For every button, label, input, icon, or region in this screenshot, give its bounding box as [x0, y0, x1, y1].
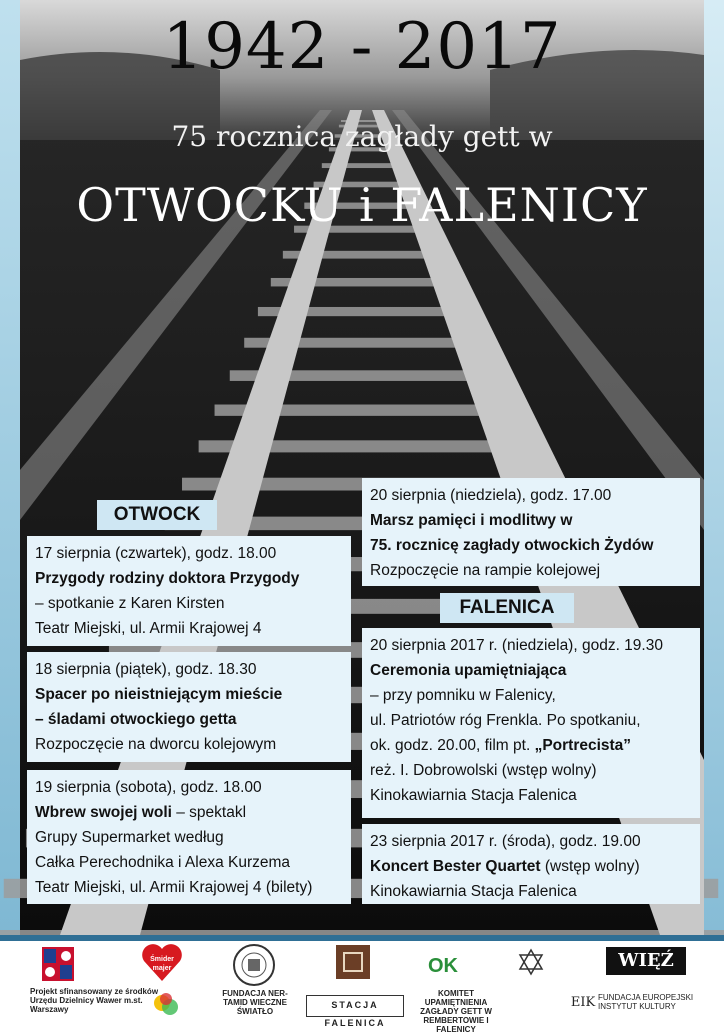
eik-logo: EIK: [570, 995, 596, 1010]
event-card: [362, 628, 700, 818]
event-date: 19 sierpnia (sobota), godz. 18.00: [35, 779, 262, 796]
otwock-heading: OTWOCK: [97, 500, 217, 530]
event-detail: – przy pomniku w Falenicy,: [370, 687, 556, 704]
event-venue: Kinokawiarnia Stacja Falenica: [370, 787, 577, 804]
event-date: 18 sierpnia (piątek), godz. 18.30: [35, 661, 257, 678]
event-card: [362, 824, 700, 904]
event-detail: – spotkanie z Karen Kirsten: [35, 595, 225, 612]
event-date: 23 sierpnia 2017 r. (środa), godz. 19.00: [370, 833, 641, 850]
smider-majer-logo: [140, 941, 184, 985]
main-title: OTWOCKU i FALENICY: [76, 178, 648, 232]
colorful-org-logo: [150, 989, 182, 1021]
event-detail: Grupy Supermarket według: [35, 829, 224, 846]
years-title: 1942 - 2017: [162, 10, 562, 84]
event-title-suffix: – spektakl: [171, 804, 247, 821]
event-title: Koncert Bester Quartet: [370, 858, 541, 875]
wawer-funding-text: Projekt sfinansowany ze środków Urzędu Dzielnicy Wawer m.st. Warszawy: [30, 987, 159, 1014]
komitet-text: KOMITET UPAMIĘTNIENIA ZAGŁADY GETT W REMBERTOWIE I FALENICY: [420, 989, 492, 1034]
event-detail: ul. Patriotów róg Frenkla. Po spotkaniu,: [370, 712, 641, 729]
event-title: Spacer po nieistniejącym mieście: [35, 686, 283, 703]
event-venue: Kinokawiarnia Stacja Falenica: [370, 883, 577, 900]
event-venue: Teatr Miejski, ul. Armii Krajowej 4 (bilety): [35, 879, 313, 896]
eik-foundation-text: FUNDACJA EUROPEJSKI INSTYTUT KULTURY: [598, 993, 694, 1011]
wawer-coat-of-arms-logo: [40, 945, 76, 983]
falenica-heading: FALENICA: [440, 593, 574, 623]
event-title: Wbrew swojej woli: [35, 804, 172, 821]
event-detail: Rozpoczęcie na rampie kolejowej: [370, 562, 601, 579]
ock-logo: OK: [428, 955, 458, 977]
event-card: [27, 536, 351, 646]
event-card: [362, 478, 700, 586]
stacja-falenica-logo: STACJA FALENICA: [306, 995, 404, 1017]
event-date: 17 sierpnia (czwartek), godz. 18.00: [35, 545, 277, 562]
event-detail: Rozpoczęcie na dworcu kolejowym: [35, 736, 277, 753]
event-detail: Całka Perechodnika i Alexa Kurzema: [35, 854, 291, 871]
event-title-line2: 75. rocznicę zagłady otwockich Żydów: [370, 537, 654, 554]
event-title: Marsz pamięci i modlitwy w: [370, 512, 573, 529]
event-date: 20 sierpnia 2017 r. (niedziela), godz. 19.30: [370, 637, 663, 654]
event-title-suffix: (wstęp wolny): [540, 858, 640, 875]
sponsor-logo-bar: [0, 935, 724, 1034]
event-card: [27, 770, 351, 904]
wiez-logo: WIĘŹ: [606, 947, 686, 975]
smider-majer-label: Śmider majer: [150, 956, 174, 972]
event-title-line2: – śladami otwockiego getta: [35, 711, 237, 728]
star-of-david-icon: [516, 947, 546, 977]
fundacja-ner-tamid-text: FUNDACJA NER-TAMID WIECZNE ŚWIATŁO: [222, 989, 288, 1016]
event-detail: ok. godz. 20.00, film pt.: [370, 737, 535, 754]
event-detail: reż. I. Dobrowolski (wstęp wolny): [370, 762, 597, 779]
event-title: Przygody rodziny doktora Przygody: [35, 570, 300, 587]
round-seal-logo: [232, 943, 276, 987]
event-venue: Teatr Miejski, ul. Armii Krajowej 4: [35, 620, 262, 637]
event-title: Ceremonia upamiętniająca: [370, 662, 567, 679]
film-title: „Portrecista”: [534, 737, 632, 754]
institute-logo: [336, 945, 370, 979]
divider: [0, 937, 724, 941]
event-date: 20 sierpnia (niedziela), godz. 17.00: [370, 487, 612, 504]
anniversary-subtitle: 75 rocznica zagłady gett w: [171, 120, 553, 153]
event-card: [27, 652, 351, 762]
